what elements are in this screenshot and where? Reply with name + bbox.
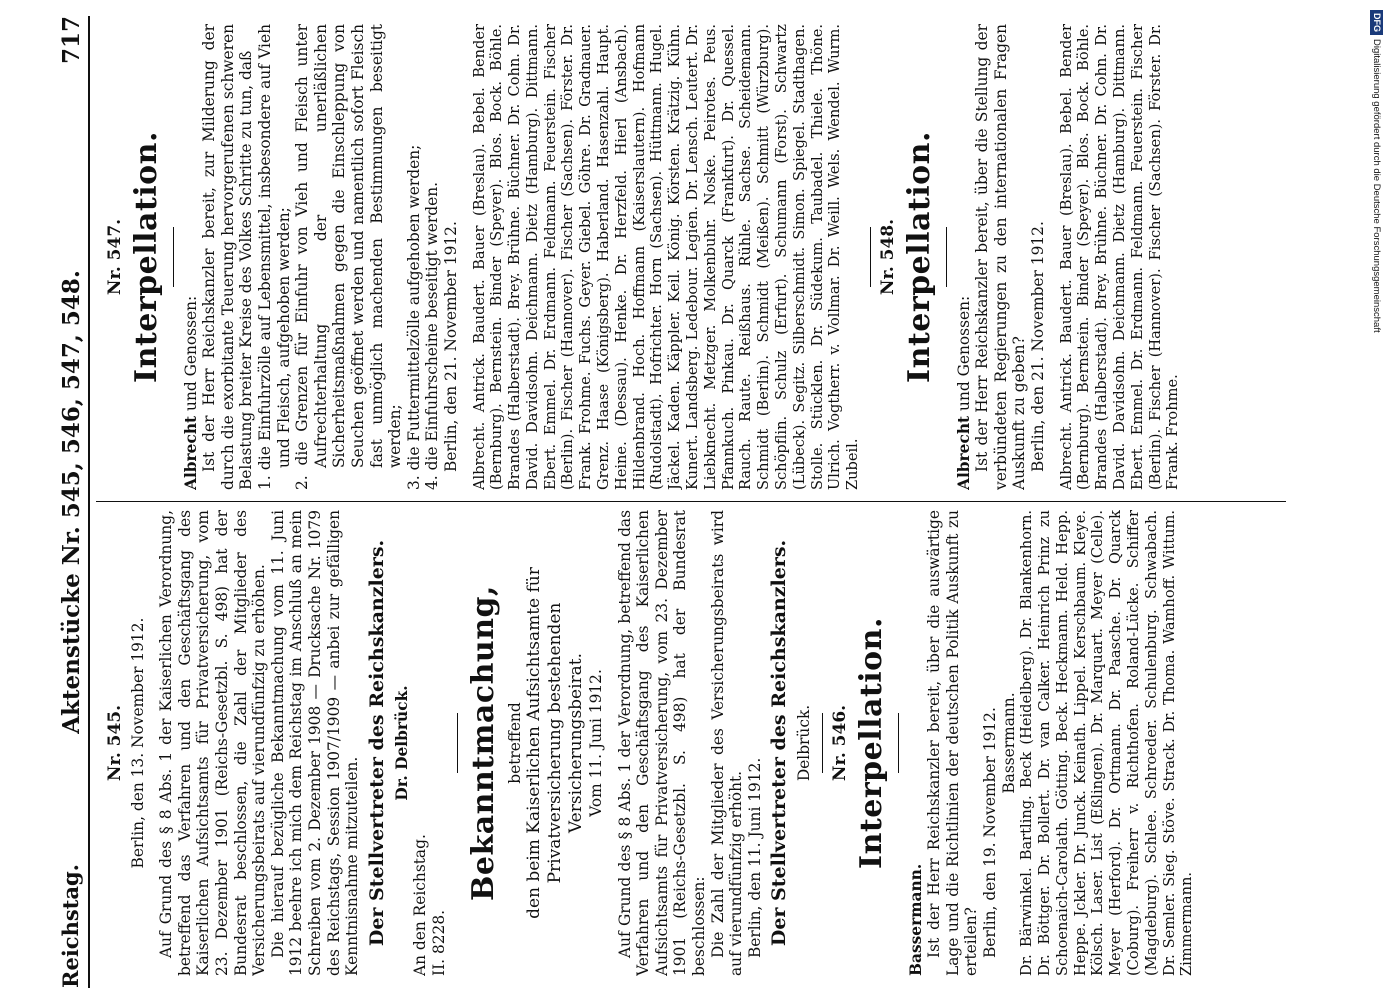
nr547-author-suffix: und Genossen:: [181, 295, 200, 411]
separator: [822, 713, 823, 773]
header-center: Aktenstücke Nr. 545, 546, 547, 548.: [58, 270, 85, 734]
nr545-number: Nr. 545.: [105, 704, 125, 782]
bekanntmachung-signatory: Delbrück.: [795, 704, 814, 782]
nr545-paragraph-2: Die hierauf bezügliche Bekanntmachung vom 11. Juni 1912 beehre ich mich dem Reichstag im Anschluß an mein Schreiben vom 2. Dezember 1908 — Drucksache Nr. 1079 des Reichstags, Session 1907/1909 — anbei zur gefälligen Kenntnisnahme mitzuteilen.: [268, 510, 362, 976]
nr547-question: Ist der Herr Reichskanzler bereit, zur Milderung der durch die exorbitante Teuerung hervorgerufenen schweren Belastung breiter Kreise des Volkes Schritte zu tun, daß: [200, 24, 256, 490]
nr547-item-1: 1. die Einfuhrzölle auf Lebensmittel, insbesondere auf Vieh und Fleisch, aufgehoben werden;: [255, 24, 293, 490]
digitization-text: Digitalisierung gefördert durch die Deutsche Forschungsgemeinschaft: [1371, 39, 1382, 333]
bekanntmachung-subtitle: den beim Kaiserlichen Aufsichtsamte für Privatversicherung bestehenden Versicherungsbeirat.: [524, 567, 587, 919]
nr548-question: Ist der Herr Reichskanzler bereit, über die Stellung der verbündeten Regierungen zu den internationalen Fragen Auskunft zu geben?: [973, 24, 1029, 490]
separator: [898, 713, 899, 773]
nr547-item-4: 4. die Einfuhrscheine beseitigt werden.: [423, 181, 442, 490]
nr546-signer: Bassermann.: [999, 692, 1018, 794]
nr548-number: Nr. 548.: [878, 218, 899, 296]
nr545-signatory-title: Der Stellvertreter des Reichskanzlers.: [365, 539, 388, 947]
nr548-date: Berlin, den 21. November 1912.: [1029, 221, 1047, 472]
nr545-paragraph-1: Auf Grund des § 8 Abs. 1 der Kaiserlichen Verordnung, betreffend das Verfahren und den Geschäftsgang des Kaiserlichen Aufsichtsamts für Privatversicherung, vom 23. Dezember 1901 (Reichs-Gesetzbl. S. 498) hat der Bundesrat beschlossen, die Zahl der Mitglieder des Versicherungsbeirats auf vierundfünfzig zu erhöhen.: [157, 510, 269, 976]
column-divider: [96, 501, 1286, 502]
left-column: [100, 510, 1290, 976]
nr547-names: Albrecht. Antrick. Baudert. Bauer (Breslau). Bebel. Bender (Bernburg). Bernstein. Binder (Speyer). Blos. Bock. Böhle. Brandes (Halberstadt). Brey. Brühne. Büchner. Dr. Cohn. Dr. David. Davidsohn. Deichmann. Dietz (Hamburg). Dittmann. Ebert. Emmel. Dr. Erdmann. Feldmann. Feuerstein. Fischer (Berlin). Fischer (Hannover). Fischer (Sachsen). Förster. Dr. Frank. Frohme. Fuchs. Geyer. Giebel. Göhre. Dr. Gradnauer. Grenz. Haase (Königsberg). Haberland. Hasenzahl. Haupt. Heine. (Dessau). Henke. Dr. Herzfeld. Hierl (Ansbach). Hildenbrand. Hoch. Hoffmann (Kaiserslautern). Hofmann (Rudolstadt). Hofrichter. Horn (Sachsen). Hüttmann. Hugel. Jäckel. Kaden. Käppler. Keil. König. Körsten. Krätzig. Kühn. Kunert. Landsberg. Ledebour. Legien. Dr. Lensch. Leutert. Dr. Liebknecht. Metzger. Molkenbuhr. Noske. Peirotes. Peus. Pfannkuch. Pinkau. Dr. Quarck (Frankfurt). Dr. Quessel. Rauch. Raute. Reißhaus. Rühle. Sachse. Scheidemann. Schmidt (Berlin). Schmidt (Meißen). Schmitt (Würzburg). Schöpflin. Schulz (Erfurt). Schumann (Forst). Schwartz (Lübeck). Segitz. Silberschmidt. Simon. Spiegel. Stadthagen. Stolle. Stücklen. Dr. Südekum. Taubadel. Thiele. Thöne. Ulrich. Vogtherr. v. Vollmar. Dr. Weill. Wels. Wendel. Wurm. Zubeil.: [470, 24, 862, 490]
bekanntmachung-title: Bekanntmachung,: [465, 585, 501, 901]
nr547-item-3: 3. die Futtermittelzölle aufgehoben werden;: [404, 144, 423, 490]
digitization-note: [1370, 10, 1383, 990]
nr548-names: Albrecht. Antrick. Baudert. Bauer (Breslau). Bebel. Bender (Bernburg). Bernstein. Binder (Speyer). Blos. Bock. Böhle. Brandes (Halberstadt). Brey. Brühne. Büchner. Dr. Cohn. Dr. David. Davidsohn. Deichmann. Dietz (Hamburg). Dittmann. Ebert. Emmel. Dr. Erdmann. Feldmann. Feuerstein. Fischer (Berlin). Fischer (Hannover). Fischer (Sachsen). Förster. Dr. Frank. Frohme.: [1057, 24, 1182, 490]
bekanntmachung-place-date: Berlin, den 11. Juni 1912.: [745, 757, 764, 958]
separator: [946, 227, 947, 287]
nr545-reference: II. 8228.: [429, 909, 448, 976]
nr546-author: Bassermann.: [906, 863, 925, 976]
nr545-addressee: An den Reichstag.: [411, 834, 430, 976]
bekanntmachung-paragraph-1: Auf Grund des § 8 Abs. 1 der Verordnung, betreffend das Verfahren und den Geschäftsgang des Kaiserlichen Aufsichtsamts für Privatversicherung, vom 23. Dezember 1901 (Reichs-Gesetzbl. S. 498) hat der Bundesrat beschlossen:: [615, 510, 709, 976]
separator: [173, 227, 174, 287]
page-header: [58, 16, 90, 988]
page-number: 717: [58, 16, 85, 65]
bekanntmachung-betreffend: betreffend: [505, 702, 524, 784]
nr546-number: Nr. 546.: [830, 704, 851, 782]
right-column: [100, 24, 1290, 490]
nr546-question: Ist der Herr Reichskanzler bereit, über die auswärtige Lage und die Richtlinien der deutschen Politik Auskunft zu erteilen?: [925, 510, 981, 976]
separator: [870, 227, 871, 287]
dfg-logo: DFG: [1370, 10, 1383, 35]
separator: [457, 713, 458, 773]
bekanntmachung-date: Vom 11. Juni 1912.: [587, 669, 606, 817]
nr547-author: Albrecht: [181, 415, 200, 490]
bekanntmachung-signatory-title: Der Stellvertreter des Reichskanzlers.: [768, 539, 791, 947]
bekanntmachung-paragraph-2: Die Zahl der Mitglieder des Versicherungsbeirats wird auf vierundfünfzig erhöht.: [708, 510, 746, 976]
nr548-title: Interpellation.: [901, 131, 937, 383]
nr545-signatory: Dr. Delbrück.: [392, 685, 411, 801]
nr546-names: Dr. Bärwinkel. Bartling. Beck (Heidelberg). Dr. Blankenhorn. Dr. Böttger. Dr. Bollert. Dr. van Calker. Heinrich Prinz zu Schoenaich-Carolath. Götting. Beck. Heckmann. Held. Hepp. Heppe. Jckler. Dr. Junck. Keinath. Lippel. Kerschbaum. Kleye. Kölsch. Laser. List (Eßlingen). Dr. Marquart. Meyer (Celle). Meyer (Herford). Dr. Ortmann. Dr. Paasche. Dr. Quarck (Coburg). Freiherr v. Richthofen. Roland-Lücke. Schiffer (Magdeburg). Schlee. Schroeder. Schulenburg. Schwabach. Dr. Semler. Sieg. Stöve. Strack. Dr. Thoma. Wamhoff. Wittum. Zimmermann.: [1018, 510, 1196, 976]
nr547-number: Nr. 547.: [105, 218, 125, 296]
header-left: Reichstag.: [58, 864, 83, 988]
nr547-item-2: 2. die Grenzen für Einfuhr von Vieh und Fleisch unter Aufrechterhaltung der unerläßlichen Sicherheitsmaßnahmen gegen die Einschleppung von Seuchen geöffnet werden und namentlich sofort Fleisch fast unmöglich machenden Bestimmungen beseitigt werden;: [293, 24, 405, 490]
nr547-date: Berlin, den 21. November 1912.: [441, 221, 460, 472]
nr548-author-suffix: und Genossen:: [954, 295, 973, 411]
nr547-title: Interpellation.: [128, 131, 164, 383]
nr545-date: Berlin, den 13. November 1912.: [128, 617, 147, 869]
nr546-date: Berlin, den 19. November 1912.: [981, 707, 999, 958]
nr546-title: Interpellation.: [853, 617, 889, 869]
nr548-author: Albrecht: [954, 415, 973, 490]
